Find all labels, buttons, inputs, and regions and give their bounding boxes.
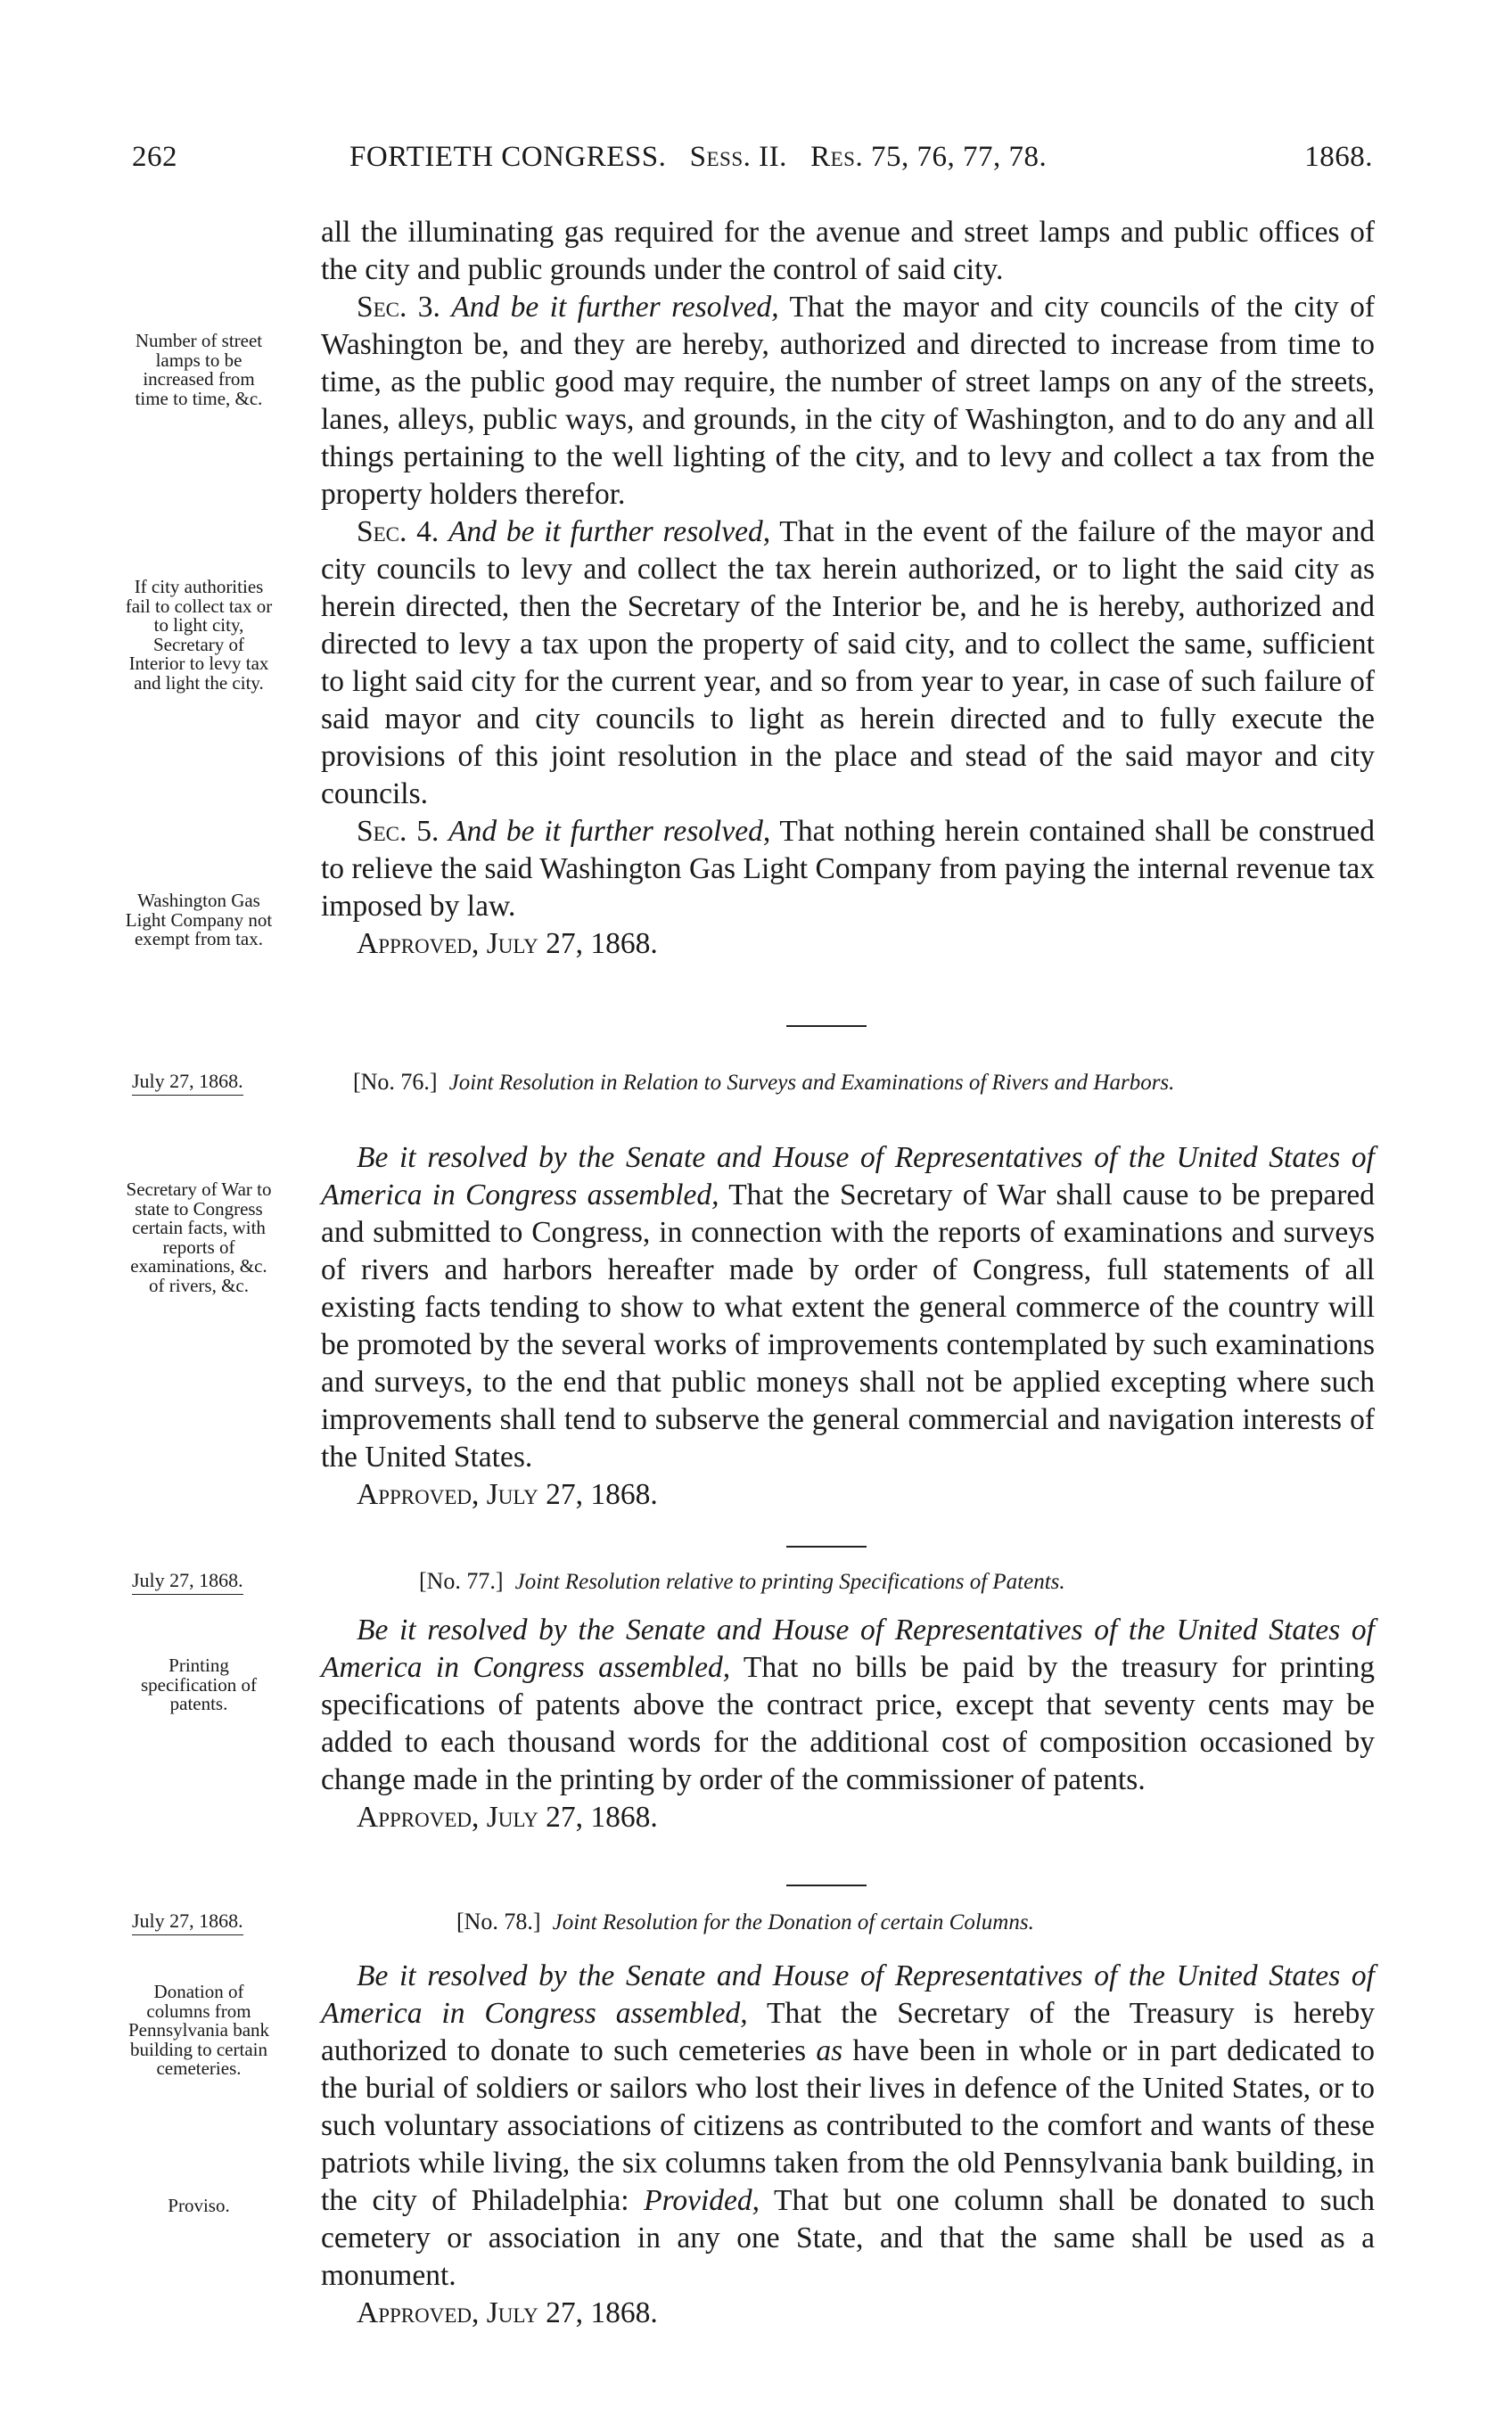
resolutions-label: Res. 75, 76, 77, 78. (810, 141, 1048, 173)
res78-as-italic: as (816, 2034, 843, 2067)
res75-sec5 (321, 813, 1375, 925)
res78-provided: Provided, (644, 2184, 760, 2217)
res75-sec4 (321, 513, 1375, 813)
sec3-label: Sec. 3. (357, 291, 440, 324)
margin-note-printing: Printing specification of patents. (140, 1655, 258, 1714)
res75-body (321, 214, 1375, 963)
res77-approved: Approved, July 27, 1868. (357, 1801, 658, 1834)
res75-sec3 (321, 289, 1375, 513)
margin-note-secretary-war: Secretary of War to state to Congress certain facts, with reports of examinations, &c. of rivers, &c. (126, 1179, 272, 1296)
margin-note-city-authorities: If city authorities fail to collect tax or to light city, Secretary of Interior to levy tax and light the city. (125, 576, 273, 694)
res78-provision-c: That but one column shall be donated to such cemetery or association in any one State, and that the same shall be used as a monument. (321, 2184, 1376, 2292)
res77-body (321, 1612, 1375, 1836)
running-title (349, 141, 1047, 174)
res76-text (321, 1139, 1375, 1476)
res78-provision-a: That the Secretary of the Treasury is hereby authorized to donate to such cemeteries as (321, 1997, 1375, 2067)
separator-rule (786, 1025, 867, 1027)
sec4-phrase: And be it further resolved, (448, 515, 771, 548)
margin-note-proviso: Proviso. (168, 2195, 230, 2216)
margin-note-street-lamps: Number of street lamps to be increased from time to time, &c. (135, 330, 263, 409)
res77-title: Joint Resolution relative to printing Specifications of Patents. (514, 1570, 1065, 1594)
res78-title: Joint Resolution for the Donation of certain Columns. (552, 1910, 1034, 1934)
res75-continuation: all the illuminating gas required for the avenue and street lamps and public offices of the city and public grounds under the control of said city. (321, 216, 1375, 286)
res76-date: July 27, 1868. (132, 1070, 243, 1096)
page-number: 262 (132, 141, 177, 173)
sec3-text: That the mayor and city councils of the city of Washington be, and they are hereby, authorized and directed to increase from time to time, as the public good may require, the number of street lamps on any of the streets, lanes, alleys, public ways, and grounds, in the city of Washington, and to do any and all things pertaining to the well lighting of the city, and to levy and collect a tax from the property holders therefor. (321, 291, 1375, 511)
res78-enacting: Be it resolved by the Senate and House of Representatives of the United States of America in Congress assembled, (321, 1959, 1375, 2030)
sec4-text: That in the event of the failure of the mayor and city councils to levy and collect the tax herein authorized, or to light the said city as herein directed, then the Secretary of the Interior be, and he is hereby, authorized and directed to levy a tax upon the property of said city, and to collect the same, sufficient to light said city for the current year, and so from year to year, in case of such failure of said mayor and city councils to light as herein directed and to fully execute the provisions of this joint resolution in the place and stead of the said mayor and city councils. (321, 515, 1376, 810)
res77-text (321, 1612, 1375, 1799)
sec4-label: Sec. 4. (357, 515, 440, 548)
res76-approved: Approved, July 27, 1868. (357, 1478, 658, 1511)
res75-approved: Approved, July 27, 1868. (357, 927, 658, 960)
margin-note-gas-light: Washington Gas Light Company not exempt from tax. (125, 890, 273, 949)
res77-heading (419, 1567, 1382, 1597)
res78-heading (456, 1908, 1384, 1937)
header-year: 1868. (1304, 141, 1373, 173)
res78-number: [No. 78.] (456, 1909, 541, 1934)
sec5-phrase: And be it further resolved, (448, 815, 771, 848)
sec5-text: That nothing herein contained shall be construed to relieve the said Washington Gas Light Company from paying the internal revenue tax imposed by law. (321, 815, 1376, 923)
margin-note-donation: Donation of columns from Pennsylvania bank building to certain cemeteries. (127, 1981, 270, 2079)
res76-title: Joint Resolution in Relation to Surveys and Examinations of Rivers and Harbors. (448, 1071, 1175, 1095)
res78-provision-b: have been in whole or in part dedicated to the burial of soldiers or sailors who lost their lives in defence of the United States, or to such voluntary associations of citizens as contributed to the comfort and wants of these patriots while living, the six columns taken from the old Pennsylvania bank building, in the city of Philadelphia: (321, 2034, 1376, 2217)
separator-rule (786, 1885, 867, 1886)
page-header (132, 141, 1373, 182)
res76-heading (353, 1068, 1369, 1097)
res77-enacting: Be it resolved by the Senate and House of Representatives of the United States of America in Congress assembled, (321, 1614, 1375, 1684)
congress-title: FORTIETH CONGRESS. (349, 141, 667, 173)
res76-number: [No. 76.] (353, 1069, 438, 1095)
res77-number: [No. 77.] (419, 1568, 504, 1594)
res78-text (321, 1958, 1375, 2295)
res78-date: July 27, 1868. (132, 1909, 243, 1935)
res77-provision: That no bills be paid by the treasury for printing specifications of patents above the contract price, except that seventy cents may be added to each thousand words for the additional cost of composition occasioned by change made in the printing by order of the commissioner of patents. (321, 1651, 1375, 1796)
separator-rule (786, 1546, 867, 1548)
sec5-label: Sec. 5. (357, 815, 440, 848)
sec3-phrase: And be it further resolved, (451, 291, 779, 324)
res76-enacting: Be it resolved by the Senate and House of Representatives of the United States of America in Congress assembled, (321, 1141, 1375, 1211)
res78-approved: Approved, July 27, 1868. (357, 2296, 658, 2329)
session-label: Sess. II. (689, 141, 787, 173)
res76-provision: That the Secretary of War shall cause to be prepared and submitted to Congress, in connection with the reports of examinations and surveys of rivers and harbors hereafter made by order of Congress, full statements of all existing facts tending to show to what extent the general commerce of the country will be promoted by the several works of improvements contemplated by such examinations and surveys, to the end that public moneys shall not be applied excepting where such improvements shall tend to subserve the general commercial and navigation interests of the United States. (321, 1179, 1376, 1474)
res78-body (321, 1958, 1375, 2332)
res76-body (321, 1139, 1375, 1514)
res77-date: July 27, 1868. (132, 1569, 243, 1595)
